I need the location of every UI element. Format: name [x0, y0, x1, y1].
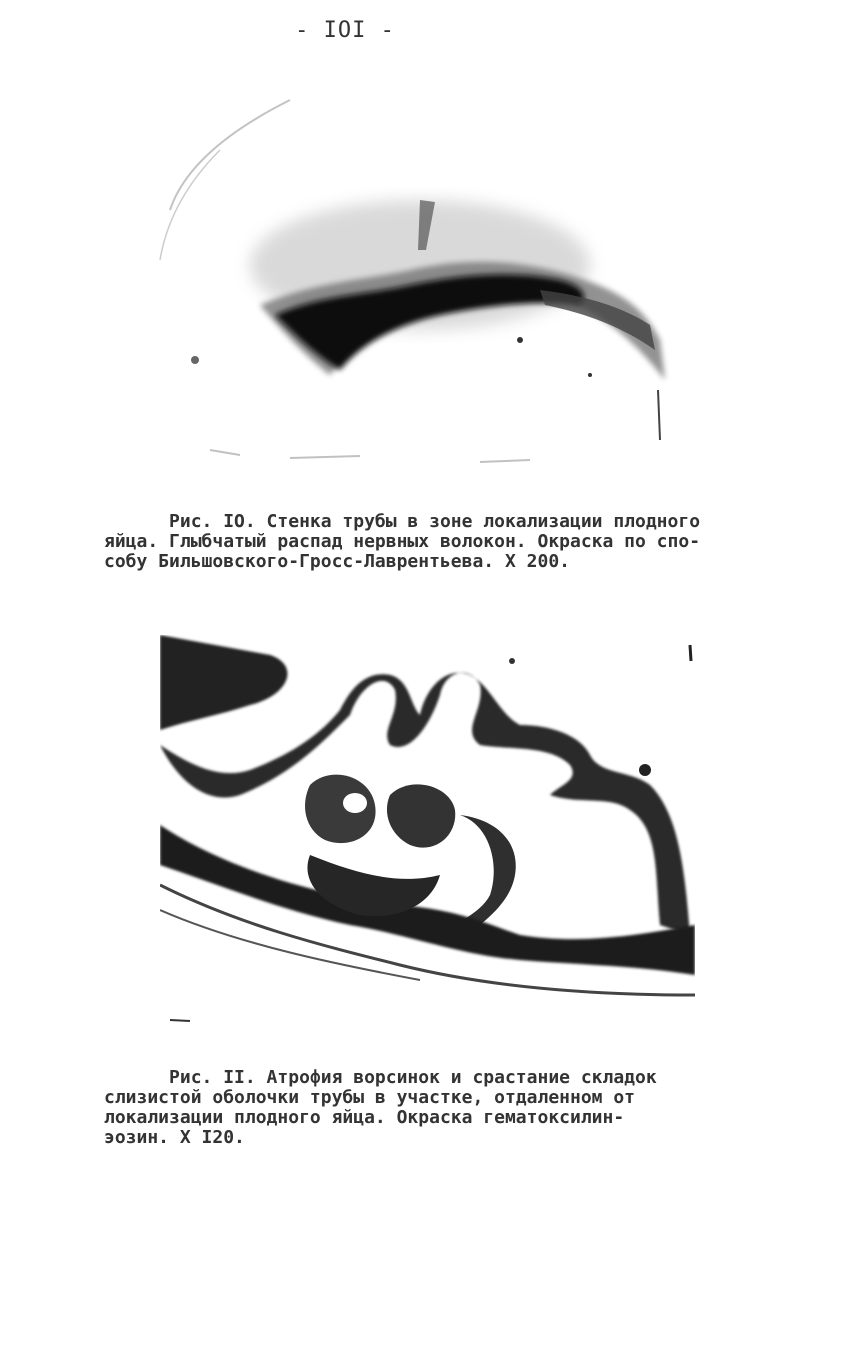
figure-10-micrograph: [150, 90, 670, 470]
figure-11-micrograph: [160, 635, 695, 1027]
figure-10-caption: Рис. IO. Стенка трубы в зоне локализации плодного яйца. Глыбчатый распад нервных волокон. Окраска по спо- собу Бильшовского-Гросс-Лаврентьева. Х 200.: [104, 511, 701, 572]
figure-11-caption: Рис. II. Атрофия ворсинок и срастание складок слизистой оболочки трубы в участке, отдаленном от локализации плодного яйца. Окраска гематоксилин- эозин. Х I20.: [104, 1067, 657, 1148]
page-number: - IOI -: [295, 18, 395, 43]
